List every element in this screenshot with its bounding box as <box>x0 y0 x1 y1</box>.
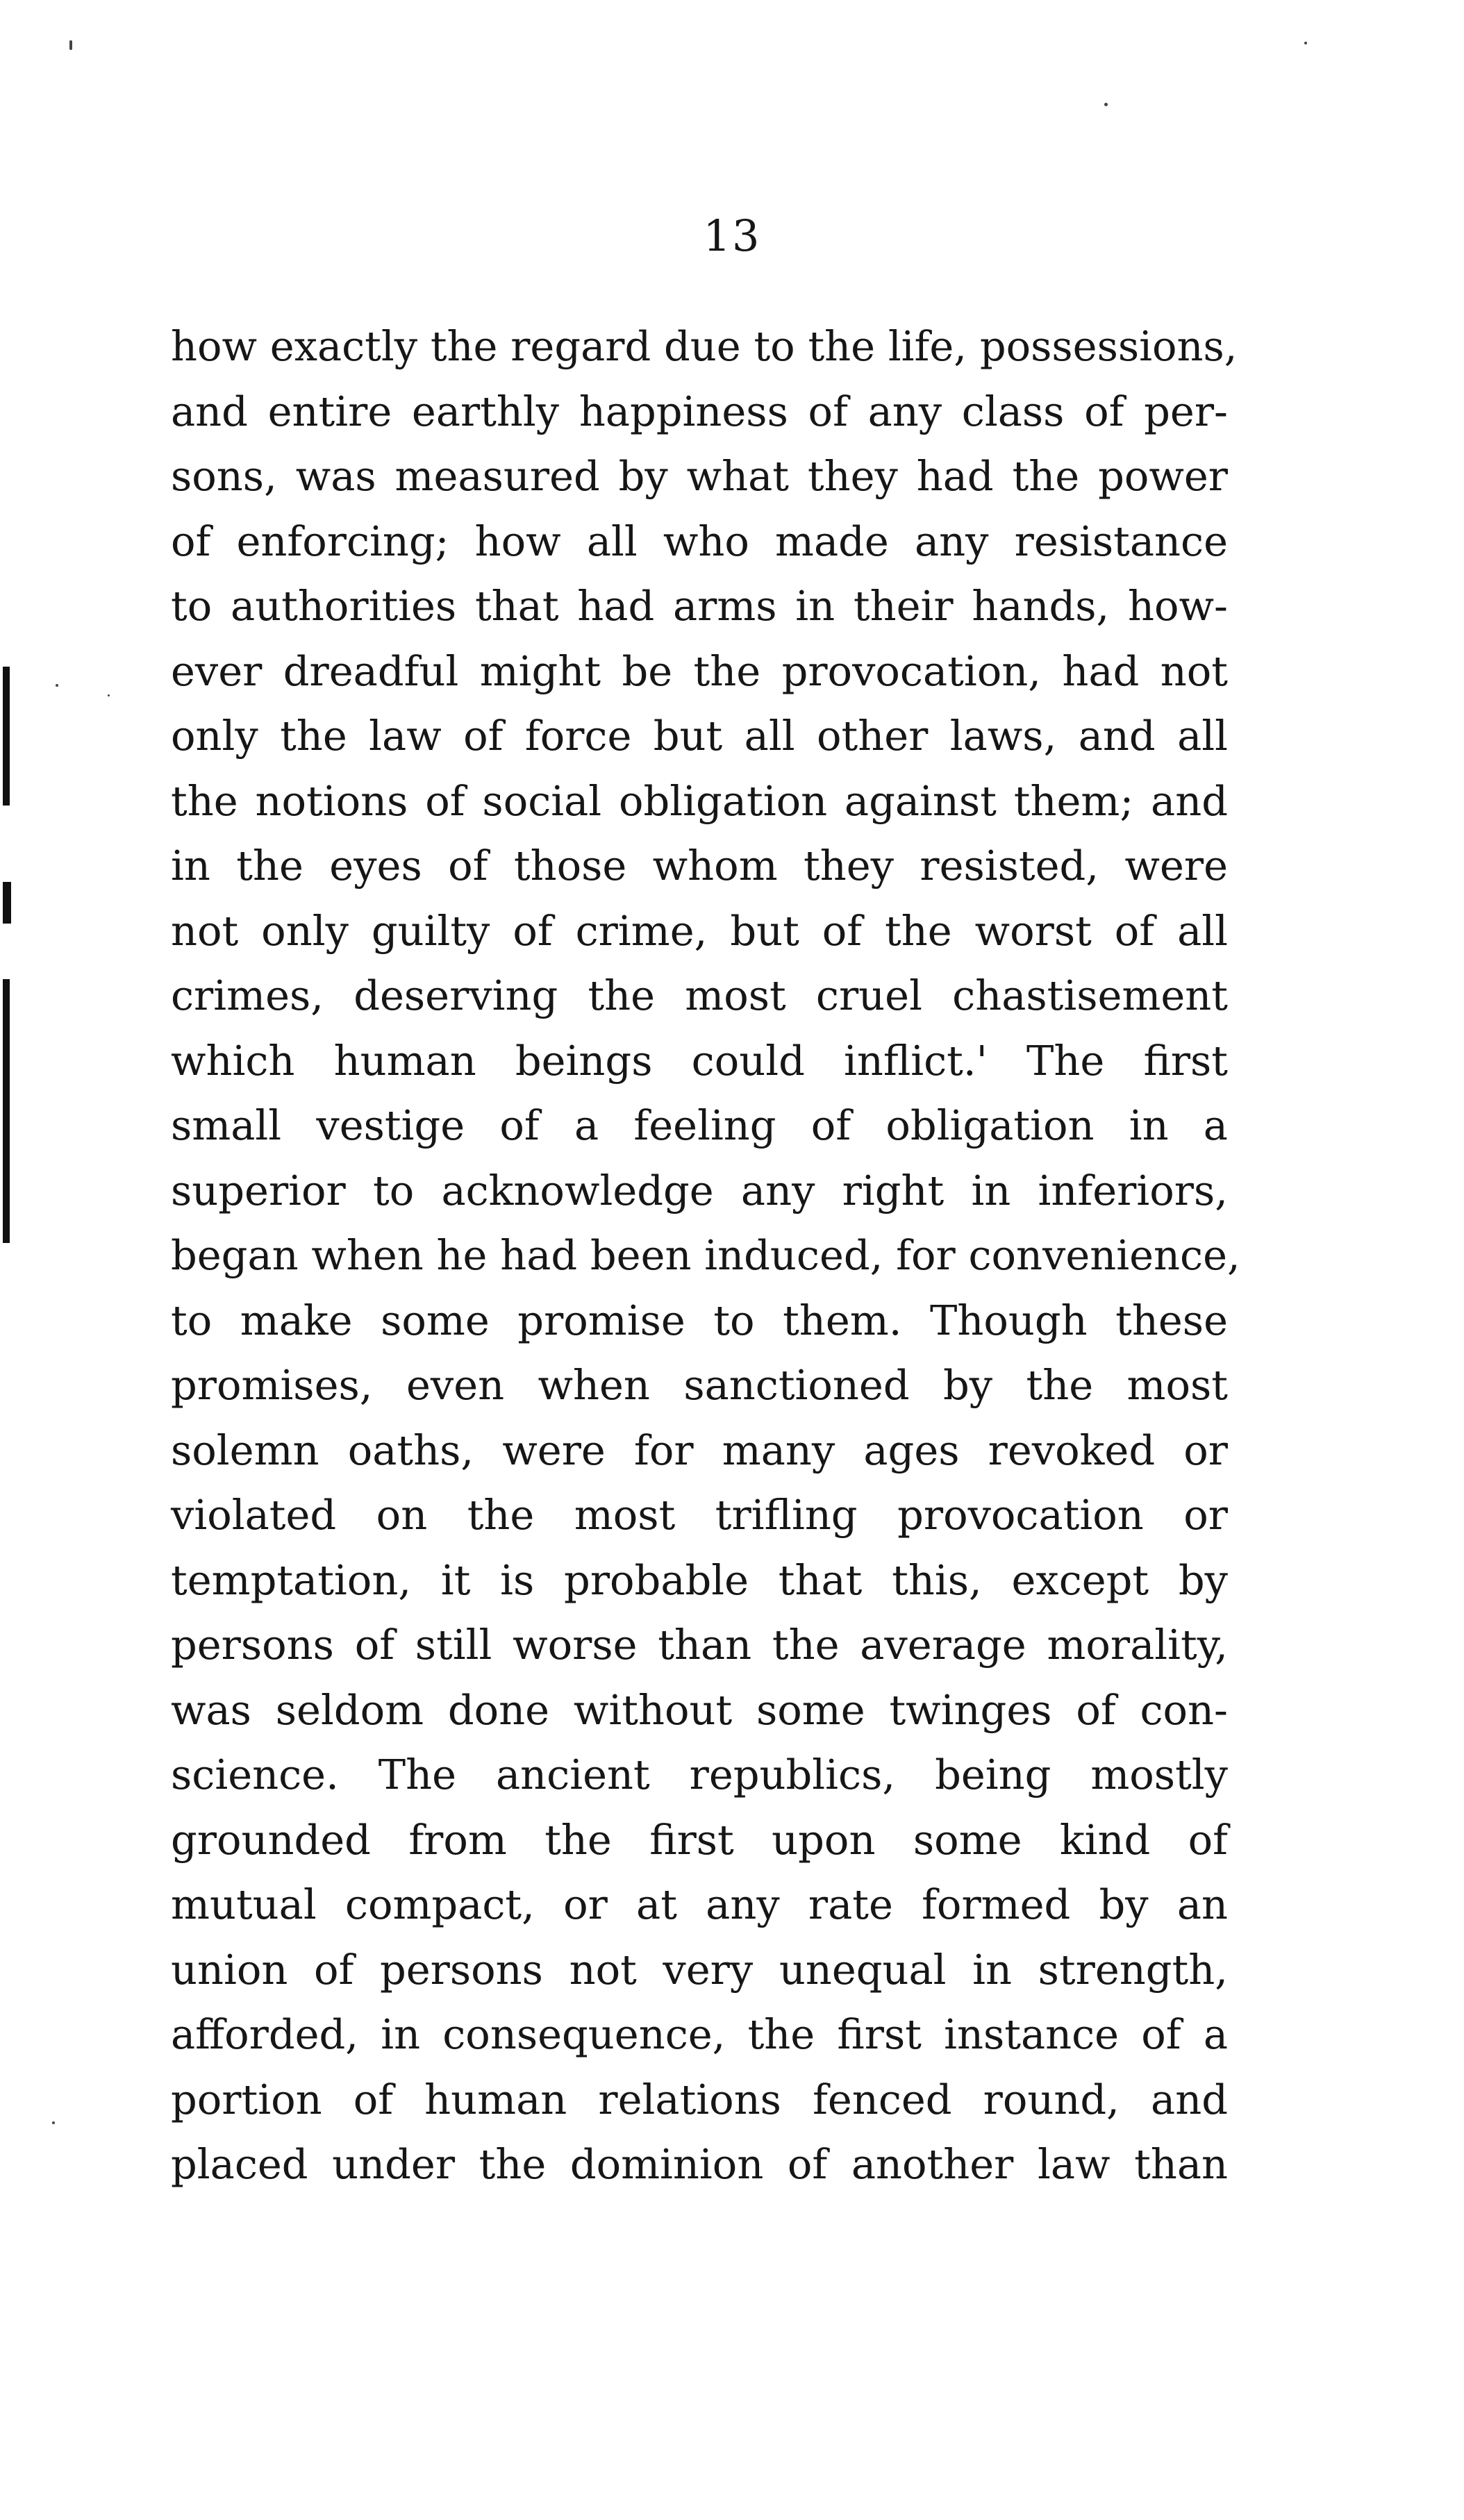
text-line: sons, was measured by what they had the power <box>171 452 1228 500</box>
text-line: superior to acknowledge any right in inferiors, <box>171 1166 1228 1215</box>
scan-artifact-mark <box>3 667 10 806</box>
text-line: in the eyes of those whom they resisted, were <box>171 842 1228 890</box>
text-line: science. The ancient republics, being mostly <box>171 1751 1228 1799</box>
scan-speck <box>108 694 110 696</box>
text-line: portion of human relations fenced round, and <box>171 2075 1228 2123</box>
text-line: crimes, deserving the most cruel chastisement <box>171 971 1228 1019</box>
text-line: only the law of force but all other laws, and all <box>171 712 1228 760</box>
scan-artifact-mark <box>3 979 10 1243</box>
text-line: union of persons not very unequal in strength, <box>171 1945 1228 1994</box>
scan-speck <box>56 684 58 687</box>
text-line: began when he had been induced, for convenience, <box>171 1231 1240 1279</box>
scan-artifact-mark <box>3 882 11 924</box>
text-line: afforded, in consequence, the first instance of a <box>171 2010 1228 2058</box>
body-text <box>171 314 1240 2197</box>
scan-speck <box>1104 103 1108 106</box>
page-number: 13 <box>703 210 761 261</box>
scan-speck <box>52 2121 55 2124</box>
text-line: to make some promise to them. Though these <box>171 1296 1228 1344</box>
text-line: temptation, it is probable that this, except by <box>171 1555 1228 1604</box>
text-line: small vestige of a feeling of obligation in a <box>171 1101 1228 1149</box>
text-line: of enforcing; how all who made any resistance <box>171 517 1228 565</box>
text-line: and entire earthly happiness of any class of per- <box>171 387 1228 435</box>
text-line: persons of still worse than the average morality, <box>171 1621 1228 1669</box>
text-line: how exactly the regard due to the life, possessions, <box>171 322 1238 370</box>
text-line: was seldom done without some twinges of con- <box>171 1685 1228 1734</box>
text-line: to authorities that had arms in their hands, how- <box>171 582 1228 630</box>
scan-speck <box>1304 42 1307 44</box>
text-line: ever dreadful might be the provocation, had not <box>171 646 1228 695</box>
text-line: the notions of social obligation against them; and <box>171 776 1228 825</box>
scan-speck <box>69 40 72 50</box>
text-line: violated on the most trifling provocation or <box>171 1491 1228 1539</box>
text-line: solemn oaths, were for many ages revoked or <box>171 1426 1228 1474</box>
text-line: which human beings could inflict.' The first <box>171 1036 1228 1085</box>
text-line: not only guilty of crime, but of the worst of all <box>171 906 1228 955</box>
text-line: promises, even when sanctioned by the most <box>171 1361 1228 1409</box>
text-line: placed under the dominion of another law than <box>171 2140 1228 2188</box>
text-line: grounded from the first upon some kind of <box>171 1815 1228 1864</box>
text-line: mutual compact, or at any rate formed by an <box>171 1880 1228 1928</box>
